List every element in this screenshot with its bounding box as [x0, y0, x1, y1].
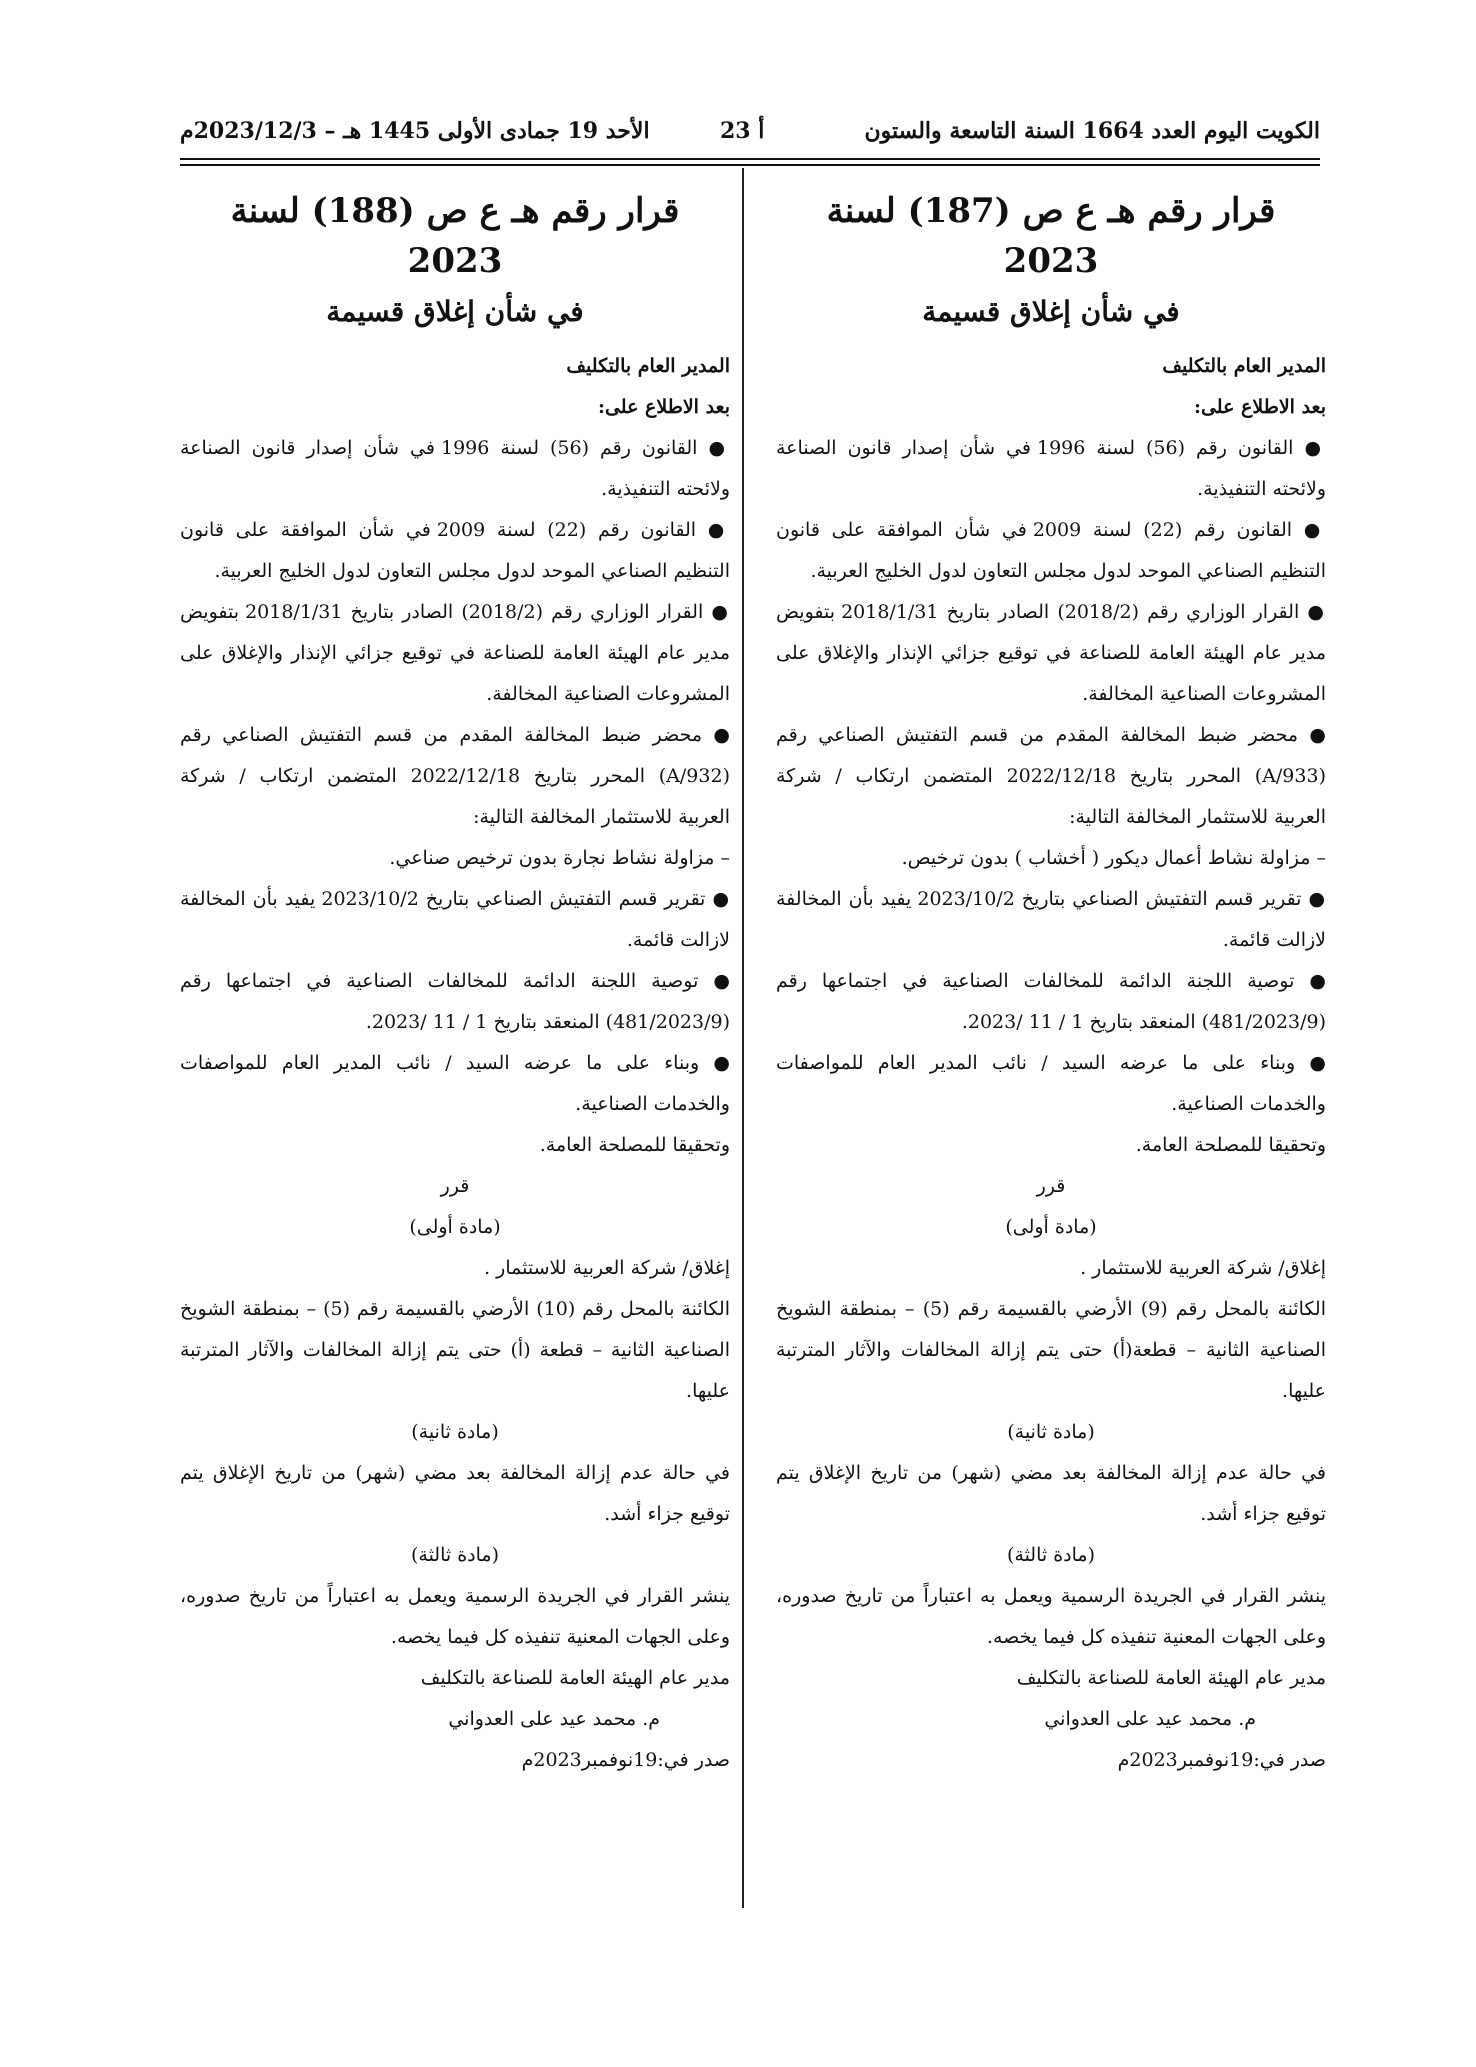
public-interest: وتحقيقا للمصلحة العامة. [539, 1134, 730, 1156]
decided-heading: قرر [440, 1175, 470, 1197]
law-item: ● القرار الوزاري رقم (2018/2) الصادر بتاريخ 2018/1/31 بتفويض مدير عام الهيئة العامة للصناعة في توقيع جزائي الإنذار والإغلاق على المشروعات الصناعية المخالفة. [776, 601, 1326, 705]
issuer: المدير العام بالتكليف [566, 355, 730, 377]
decision-188-column [180, 180, 730, 1860]
issuer: المدير العام بالتكليف [1162, 355, 1326, 377]
page-header [180, 118, 1320, 154]
violation-description: – مزاولة نشاط نجارة بدون ترخيص صناعي. [389, 847, 730, 869]
law-item: ● القرار الوزاري رقم (2018/2) الصادر بتاريخ 2018/1/31 بتفويض مدير عام الهيئة العامة للصناعة في توقيع جزائي الإنذار والإغلاق على المشروعات الصناعية المخالفة. [180, 601, 730, 705]
committee-recommendation: ● توصية اللجنة الدائمة للمخالفات الصناعية في اجتماعها رقم (481/2023/9) المنعقد بتاريخ 1 / 11 /2023. [180, 970, 730, 1033]
after-review: بعد الاطلاع على: [1193, 396, 1326, 418]
article-1-heading: (مادة أولى) [1005, 1216, 1097, 1238]
decided-heading: قرر [1036, 1175, 1066, 1197]
issued-date: صدر في:19نوفمبر2023م [521, 1749, 730, 1771]
article-2-heading: (مادة ثانية) [411, 1421, 499, 1443]
decision-subtitle: في شأن إغلاق قسيمة [326, 295, 584, 328]
article-2-heading: (مادة ثانية) [1007, 1421, 1095, 1443]
signer-title: مدير عام الهيئة العامة للصناعة بالتكليف [420, 1667, 730, 1689]
decision-title: قرار رقم هـ ع ص (187) لسنة 2023 [826, 191, 1276, 281]
decision-subtitle: في شأن إغلاق قسيمة [922, 295, 1180, 328]
presentation: ● وبناء على ما عرضه السيد / نائب المدير العام للمواصفات والخدمات الصناعية. [180, 1052, 730, 1115]
article-1-line-2: الكائنة بالمحل رقم (10) الأرضي بالقسيمة رقم (5) – بمنطقة الشويخ الصناعية الثانية – قطعة (أ) حتى يتم إزالة المخالفات والآثار المترتبة عليها. [180, 1298, 730, 1402]
signer-title: مدير عام الهيئة العامة للصناعة بالتكليف [1016, 1667, 1326, 1689]
violation-description: – مزاولة نشاط أعمال ديكور ( أخشاب ) بدون ترخيص. [901, 847, 1326, 869]
law-item: ● القانون رقم (56) لسنة 1996 في شأن إصدار قانون الصناعة ولائحته التنفيذية. [180, 437, 730, 500]
article-2-text: في حالة عدم إزالة المخالفة بعد مضي (شهر) من تاريخ الإغلاق يتم توقيع جزاء أشد. [776, 1462, 1326, 1525]
header-date: الأحد 19 جمادى الأولى 1445 هـ – 2023/12/3م [180, 118, 650, 144]
violation-record: ● محضر ضبط المخالفة المقدم من قسم التفتيش الصناعي رقم (A/933) المحرر بتاريخ 2022/12/18 المتضمن ارتكاب / شركة العربية للاستثمار المخالفة التالية: [776, 724, 1326, 828]
signer-name: م. محمد عيد على العدواني [448, 1708, 660, 1730]
issued-date: صدر في:19نوفمبر2023م [1117, 1749, 1326, 1771]
violation-record: ● محضر ضبط المخالفة المقدم من قسم التفتيش الصناعي رقم (A/932) المحرر بتاريخ 2022/12/18 المتضمن ارتكاب / شركة العربية للاستثمار المخالفة التالية: [180, 724, 730, 828]
decision-title: قرار رقم هـ ع ص (188) لسنة 2023 [230, 191, 680, 281]
law-item: ● القانون رقم (22) لسنة 2009 في شأن الموافقة على قانون التنظيم الصناعي الموحد لدول مجلس التعاون لدول الخليج العربية. [776, 519, 1326, 582]
article-3-text: ينشر القرار في الجريدة الرسمية ويعمل به اعتباراً من تاريخ صدوره، وعلى الجهات المعنية تنفيذه كل فيما يخصه. [180, 1585, 730, 1648]
header-issue-info: الكويت اليوم العدد 1664 السنة التاسعة والستون [864, 118, 1320, 144]
article-3-text: ينشر القرار في الجريدة الرسمية ويعمل به اعتباراً من تاريخ صدوره، وعلى الجهات المعنية تنفيذه كل فيما يخصه. [776, 1585, 1326, 1648]
article-3-heading: (مادة ثالثة) [1006, 1544, 1096, 1566]
law-item: ● القانون رقم (56) لسنة 1996 في شأن إصدار قانون الصناعة ولائحته التنفيذية. [776, 437, 1326, 500]
article-1-line-1: إغلاق/ شركة العربية للاستثمار . [484, 1257, 730, 1279]
article-1-line-2: الكائنة بالمحل رقم (9) الأرضي بالقسيمة رقم (5) – بمنطقة الشويخ الصناعية الثانية – قطعة(أ) حتى يتم إزالة المخالفات والآثار المترتبة عليها. [776, 1298, 1326, 1402]
law-item: ● القانون رقم (22) لسنة 2009 في شأن الموافقة على قانون التنظيم الصناعي الموحد لدول مجلس التعاون لدول الخليج العربية. [180, 519, 730, 582]
article-1-heading: (مادة أولى) [409, 1216, 501, 1238]
decision-187-column [776, 180, 1326, 1860]
public-interest: وتحقيقا للمصلحة العامة. [1135, 1134, 1326, 1156]
header-rule-top [180, 158, 1320, 160]
article-3-heading: (مادة ثالثة) [410, 1544, 500, 1566]
article-2-text: في حالة عدم إزالة المخالفة بعد مضي (شهر) من تاريخ الإغلاق يتم توقيع جزاء أشد. [180, 1462, 730, 1525]
article-1-line-1: إغلاق/ شركة العربية للاستثمار . [1080, 1257, 1326, 1279]
presentation: ● وبناء على ما عرضه السيد / نائب المدير العام للمواصفات والخدمات الصناعية. [776, 1052, 1326, 1115]
header-rule-bottom [180, 164, 1320, 166]
column-divider [742, 168, 744, 1908]
header-page-number: أ 23 [720, 118, 765, 144]
signer-name: م. محمد عيد على العدواني [1044, 1708, 1256, 1730]
committee-recommendation: ● توصية اللجنة الدائمة للمخالفات الصناعية في اجتماعها رقم (481/2023/9) المنعقد بتاريخ 1 / 11 /2023. [776, 970, 1326, 1033]
inspection-report: ● تقرير قسم التفتيش الصناعي بتاريخ 2023/10/2 يفيد بأن المخالفة لازالت قائمة. [776, 888, 1326, 951]
inspection-report: ● تقرير قسم التفتيش الصناعي بتاريخ 2023/10/2 يفيد بأن المخالفة لازالت قائمة. [180, 888, 730, 951]
after-review: بعد الاطلاع على: [597, 396, 730, 418]
